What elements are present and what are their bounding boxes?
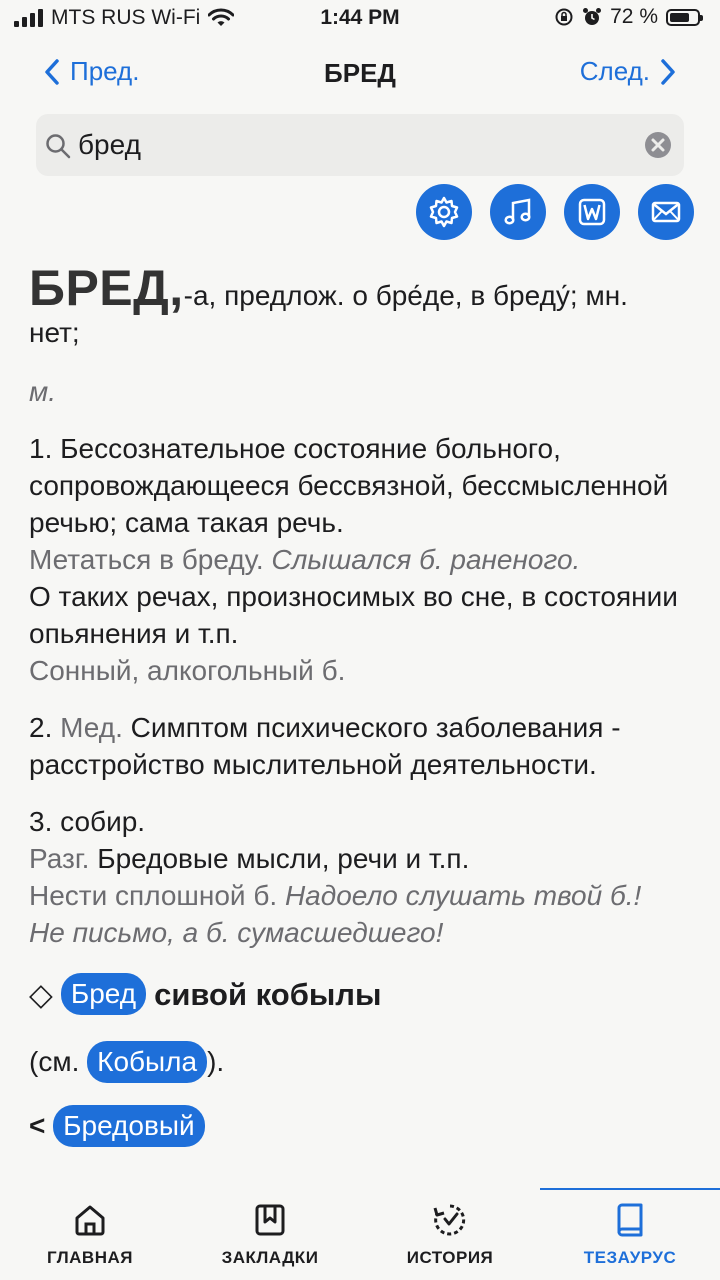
idiom-text: сивой кобылы (154, 976, 382, 1012)
example-italic: Надоело слушать твой б.! (284, 880, 642, 911)
tab-bookmarks[interactable] (180, 1198, 360, 1268)
tab-label: ЗАКЛАДКИ (221, 1248, 319, 1267)
style-label: Разг. (29, 843, 90, 874)
search-input[interactable] (78, 124, 618, 166)
sense-2 (29, 709, 679, 783)
action-bar (416, 190, 694, 240)
diamond-marker: ◇ (29, 976, 53, 1012)
page-title: БРЕД (324, 58, 396, 88)
derived-link[interactable]: Бредовый (53, 1105, 204, 1147)
sense-number: 3. (29, 806, 53, 837)
sense-1 (29, 430, 679, 689)
example-italic: Не письмо, а б. сумасшедшего! (29, 917, 444, 948)
tab-home[interactable] (0, 1198, 180, 1268)
mail-icon (649, 195, 683, 229)
clear-search-icon[interactable] (644, 131, 672, 159)
sense-definition: Бессознательное состояние больного, сопровождающееся бессвязной, бессмысленной речью; сама такая речь. (29, 433, 669, 538)
history-icon (431, 1201, 469, 1239)
tab-history[interactable] (360, 1198, 540, 1268)
derived-marker: < (29, 1110, 46, 1141)
tab-label: ИСТОРИЯ (406, 1248, 494, 1267)
tab-label: ГЛАВНАЯ (47, 1248, 133, 1267)
audio-button[interactable] (490, 184, 546, 240)
sense-definition: Бредовые мысли, речи и т.п. (97, 843, 470, 874)
example-text: Нести сплошной б. (29, 880, 278, 911)
next-button[interactable] (580, 56, 676, 87)
carrier-label: MTS RUS Wi-Fi (51, 6, 201, 29)
settings-button[interactable] (416, 184, 472, 240)
example-text: Метаться в бреду. (29, 544, 264, 575)
bookmark-icon (252, 1202, 288, 1238)
grammar-info: -а, предлож. о бре́де, в бреду́; мн. нет; (29, 280, 628, 348)
sense-definition: Симптом психического заболевания - расстройство мыслительной деятельности. (29, 712, 621, 780)
search-bar (36, 114, 684, 176)
tab-bar (0, 1188, 720, 1280)
headword: БРЕД, (29, 260, 184, 316)
see-also: (см. Кобыла ). (29, 1041, 679, 1083)
domain-label: Мед. (60, 712, 123, 743)
battery-percent: 72 % (610, 5, 658, 28)
alarm-icon (582, 7, 602, 27)
gear-icon (427, 195, 461, 229)
tab-label: ТЕЗАУРУС (583, 1248, 677, 1267)
entry-content (29, 260, 679, 1147)
status-time: 1:44 PM (320, 6, 400, 29)
battery-fill (670, 13, 689, 22)
search-icon (44, 132, 72, 160)
example-text: Сонный, алкогольный б. (29, 655, 346, 686)
active-tab-indicator (540, 1188, 720, 1190)
see-also-link[interactable]: Кобыла (87, 1041, 207, 1083)
derived-word (29, 1105, 679, 1147)
mail-button[interactable] (638, 184, 694, 240)
sense-number: 2. (29, 712, 53, 743)
entry-header (29, 260, 679, 351)
sense-number: 1. (29, 433, 53, 464)
idiom (29, 973, 679, 1015)
music-note-icon (501, 195, 535, 229)
orientation-lock-icon (554, 7, 574, 27)
tab-thesaurus[interactable] (540, 1198, 720, 1268)
example-italic: Слышался б. раненого. (271, 544, 581, 575)
battery-icon (666, 9, 700, 26)
usage-label: собир. (60, 806, 146, 837)
wikipedia-button[interactable] (564, 184, 620, 240)
idiom-link[interactable]: Бред (61, 973, 146, 1015)
prev-label: Пред. (70, 56, 140, 86)
home-icon (72, 1202, 108, 1238)
navigation-bar (0, 48, 720, 98)
sense-3 (29, 803, 679, 951)
status-right (554, 5, 700, 29)
wiki-icon (575, 195, 609, 229)
next-label: След. (579, 56, 650, 86)
chevron-right-icon (660, 59, 676, 85)
status-bar (0, 0, 720, 40)
gender-label: м. (29, 376, 56, 407)
sense-extra: О таких речах, произносимых во сне, в состоянии опьянения и т.п. (29, 581, 678, 649)
book-icon (612, 1202, 648, 1238)
